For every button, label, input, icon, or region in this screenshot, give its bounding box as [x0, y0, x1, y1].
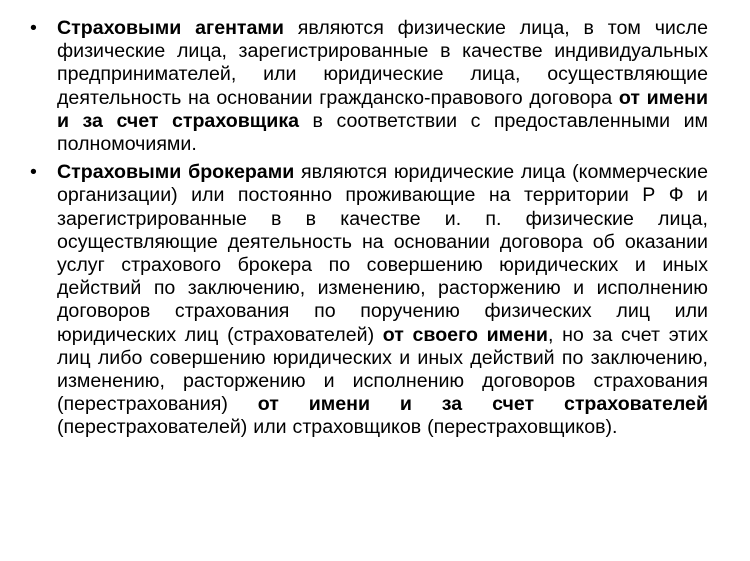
bullet-list — [30, 17, 708, 445]
bullet-icon: • — [30, 17, 37, 39]
bullet-text — [57, 17, 708, 156]
definition-text: (перестрахователей) или страховщиков (перестраховщиков). — [57, 416, 618, 439]
term-insurance-brokers: Страховыми брокерами — [57, 161, 295, 184]
definition-text: являются физические лица, в том числе физические лица, зарегистрированные в качестве индивидуальных предпринимателей, или юридические лица, осуществляющие деятельность на основании гражданско-правового договора — [57, 17, 708, 109]
emphasis-own-name: от своего имени — [382, 323, 548, 346]
bullet-icon: • — [30, 161, 37, 184]
bullet-text — [57, 161, 708, 439]
definition-text: являются юридические лица (коммерческие организации) или постоянно проживающие на территории Р Ф и зарегистрированные в в качестве и. п. физические лица, осуществляющие деятельность на основании договора об оказании услуг страхового брокера по совершению юридических и иных действий по заключению, изменению, расторжению и исполнению договоров страхования по поручению физических лиц или юридических лиц (страхователей) — [57, 161, 708, 346]
definition-text: , но за счет этих лиц либо совершению юридических и иных действий по заключению, изменению, расторжению и исполнению договоров страхования (перестрахования) — [57, 323, 708, 416]
bullet-item-insurance-brokers — [30, 161, 708, 439]
emphasis-on-behalf-of-insurer: от имени и за счет страховщика — [57, 86, 708, 132]
definition-text: в соответствии с предоставленными им полномочиями. — [57, 109, 708, 156]
bullet-item-insurance-agents — [30, 17, 708, 156]
term-insurance-agents: Страховыми агентами — [57, 17, 284, 39]
emphasis-on-behalf-of-policyholders: от имени и за счет страхователей — [257, 393, 708, 416]
